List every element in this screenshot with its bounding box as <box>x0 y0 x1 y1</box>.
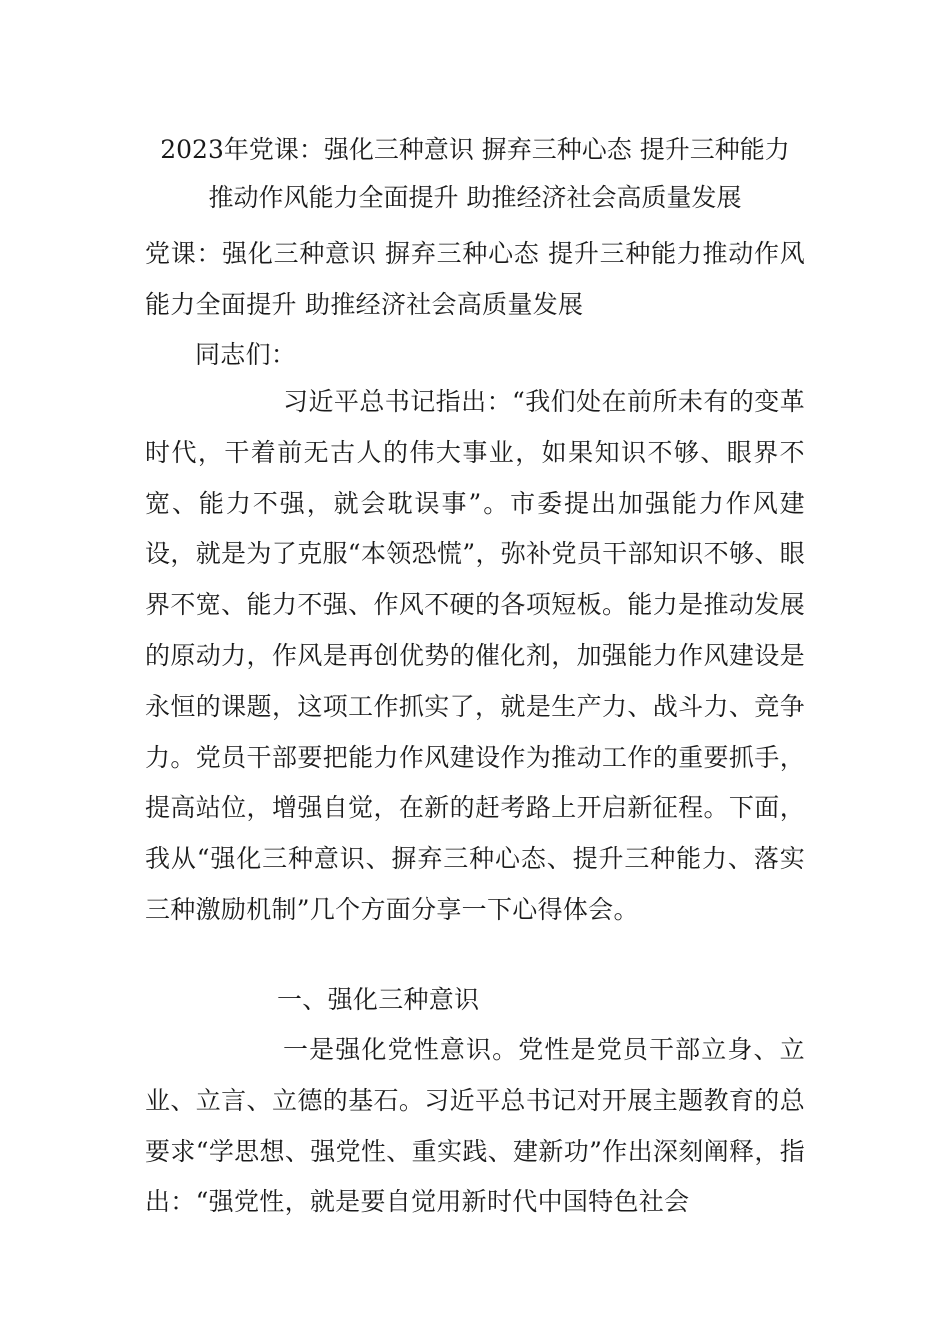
section-heading-1: 一、强化三种意识 <box>277 985 480 1014</box>
document-title-line-1: 2023年党课：强化三种意识 摒弃三种心态 提升三种能力 <box>160 135 790 164</box>
paragraph-party-awareness: 一是强化党性意识。党性是党员干部立身、立业、立言、立德的基石。习近平总书记对开展主题教育的总要求“学思想、强党性、重实践、建新功”作出深刻阐释，指出：“强党性，就是要自觉用新时代中国特色社会 <box>145 1035 805 1217</box>
document-subtitle: 党课：强化三种意识 摒弃三种心态 提升三种能力推动作风能力全面提升 助推经济社会高质量发展 <box>145 239 805 319</box>
document-title-line-2: 推动作风能力全面提升 助推经济社会高质量发展 <box>208 183 742 212</box>
paragraph-intro: 习近平总书记指出：“我们处在前所未有的变革时代，干着前无古人的伟大事业，如果知识不够、眼界不宽、能力不强，就会耽误事”。市委提出加强能力作风建设，就是为了克服“本领恐慌”，弥补党员干部知识不够、眼界不宽、能力不强、作风不硬的各项短板。能力是推动发展的原动力，作风是再创优势的催化剂，加强能力作风建设是永恒的课题，这项工作抓实了，就是生产力、战斗力、竞争力。党员干部要把能力作风建设作为推动工作的重要抓手，提高站位，增强自觉，在新的赶考路上开启新征程。下面，我从“强化三种意识、摒弃三种心态、提升三种能力、落实三种激励机制”几个方面分享一下心得体会。 <box>145 387 805 924</box>
greeting: 同志们： <box>195 340 297 369</box>
